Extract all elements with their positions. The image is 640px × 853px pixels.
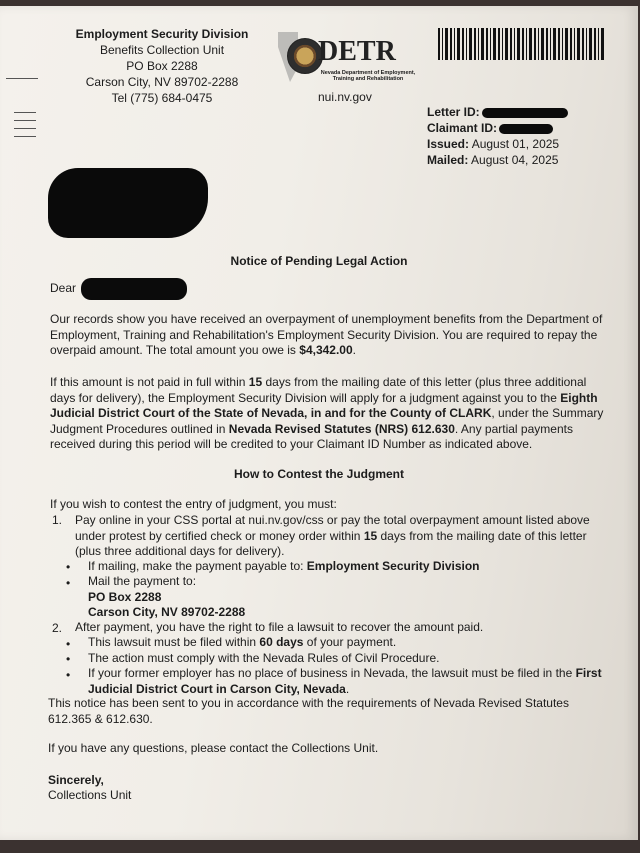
paragraph-statutes: This notice has been sent to you in accordance with the requirements of Nevada Revised Statutes 612.365 & 612.630.: [48, 696, 569, 726]
step1-text: [75, 513, 605, 560]
bullet: •: [66, 652, 71, 666]
venue-a: If your former employer has no place of business in Nevada, the lawsuit must be filed in the: [88, 666, 576, 680]
sender-city: Carson City, NV 89702-2288: [85, 75, 239, 89]
mail-pobox: PO Box 2288: [88, 590, 162, 604]
step1-days: 15: [363, 528, 378, 543]
bullet: •: [66, 576, 71, 590]
margin-mark: [14, 128, 36, 129]
amount-owed: $4,342.00: [299, 343, 353, 357]
bullet: •: [66, 560, 71, 574]
step2-number: 2.: [52, 621, 63, 635]
logo-subtitle-line1: Nevada Department of Employment,: [320, 70, 416, 76]
margin-mark: [6, 78, 38, 79]
contest-intro: If you wish to contest the entry of judgment, you must:: [50, 497, 337, 511]
step2-bullet-lawsuit: [88, 635, 608, 651]
sender-address: [62, 26, 262, 106]
para2-d: . Any partial payments received during this period will be credited to your Claimant ID Number as indicated above.: [50, 421, 573, 451]
redaction: [48, 168, 208, 238]
para1-text: Our records show you have received an overpayment of unemployment benefits from the Department of Employment, Training and Rehabilitation's Employment Security Division. You are required to repay the overpaid amount. The total amount you owe is: [50, 312, 603, 357]
detr-logo: [278, 30, 418, 90]
para2-b: days from the mailing date of this letter (plus three additional days for delivery), the Employment Security Division will apply for a judgment against you to the: [50, 375, 587, 405]
statute-ref: Nevada Revised Statutes (NRS) 612.630: [228, 421, 455, 436]
para2-a: If this amount is not paid in full within: [50, 375, 249, 389]
logo-subtitle: [318, 70, 418, 82]
logo-website: nui.nv.gov: [318, 90, 372, 104]
logo-wordmark: DETR: [318, 36, 396, 67]
payable-name: Employment Security Division: [306, 559, 480, 573]
lawsuit-days: 60 days: [259, 635, 304, 649]
sender-phone: Tel (775) 684-0475: [111, 91, 213, 105]
redaction: [81, 278, 187, 300]
mail-city: Carson City, NV 89702-2288: [88, 605, 246, 619]
redaction: [499, 124, 553, 134]
step2-bullet-venue: [88, 666, 608, 697]
step1-number: 1.: [52, 513, 63, 527]
paragraph-questions: If you have any questions, please contact the Collections Unit.: [48, 741, 379, 755]
margin-mark: [14, 136, 36, 137]
payable-label: If mailing, make the payment payable to:: [88, 559, 307, 573]
para2-c: , under the Summary Judgment Procedures outlined in: [50, 406, 604, 436]
mailed-label: Mailed:: [427, 153, 469, 167]
contest-title: How to Contest the Judgment: [234, 467, 404, 481]
paragraph-overpayment: [50, 312, 605, 359]
venue-end: .: [345, 681, 350, 696]
venue-court: First Judicial District Court in Carson City, Nevada: [88, 666, 602, 696]
step1-bullet-payable: [88, 559, 608, 575]
bullet: •: [66, 668, 71, 682]
letter-id-label: Letter ID:: [427, 105, 480, 119]
court-name: Eighth Judicial District Court of the State of Nevada, in and for the County of CLARK: [50, 390, 598, 420]
notice-title: Notice of Pending Legal Action: [230, 254, 408, 268]
margin-mark: [14, 120, 36, 121]
bullet: •: [66, 637, 71, 651]
step1-bullet-mail: Mail the payment to:: [88, 574, 197, 588]
step1-a: Pay online in your CSS portal at nui.nv.gov/css or pay the total overpayment amount listed above under protest by certified check or money order within: [75, 513, 590, 543]
salutation-text: Dear: [50, 281, 77, 296]
sender-division: Employment Security Division: [75, 27, 249, 41]
claimant-id-label: Claimant ID:: [427, 121, 498, 135]
sender-pobox: PO Box 2288: [126, 59, 198, 73]
issued-label: Issued:: [427, 137, 470, 151]
step1-b: days from the mailing date of this letter (plus three additional days for delivery).: [75, 528, 587, 558]
margin-mark: [14, 112, 36, 113]
step2-bullet-rules: The action must comply with the Nevada Rules of Civil Procedure.: [88, 651, 440, 665]
paragraph-judgment: [50, 375, 605, 453]
lawsuit-a: This lawsuit must be filed within: [88, 635, 260, 649]
letter-ids: [427, 104, 568, 168]
lawsuit-b: of your payment.: [303, 635, 397, 649]
step2-text: After payment, you have the right to file a lawsuit to recover the amount paid.: [75, 620, 484, 634]
letter-page: [0, 6, 638, 840]
para2-days: 15: [248, 375, 263, 389]
mailed-date: August 04, 2025: [471, 153, 559, 167]
signoff: Collections Unit: [48, 788, 132, 802]
barcode: [438, 28, 606, 60]
issued-date: August 01, 2025: [471, 137, 560, 151]
redaction: [482, 108, 568, 118]
salutation: [50, 278, 187, 300]
logo-subtitle-line2: Training and Rehabilitation: [332, 76, 404, 82]
para1-end: .: [352, 343, 356, 357]
closing: Sincerely,: [48, 773, 104, 787]
sender-unit: Benefits Collection Unit: [99, 43, 225, 57]
